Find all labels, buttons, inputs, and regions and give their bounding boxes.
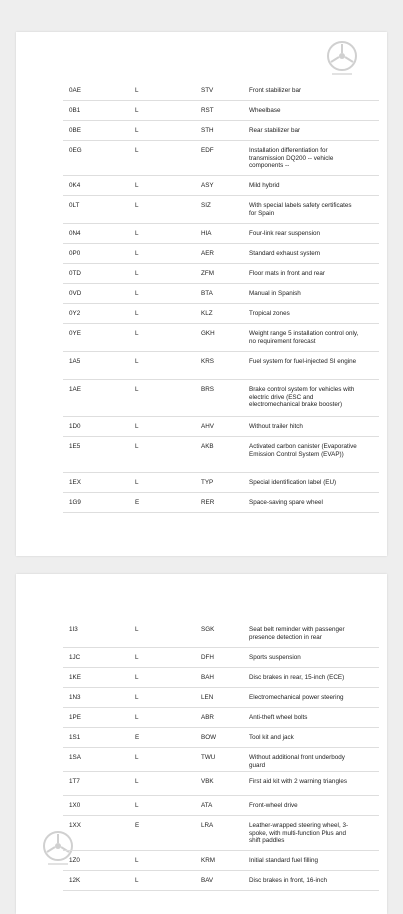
- options-table-1: [63, 81, 379, 513]
- option-abbr: EDF: [201, 147, 214, 154]
- option-description: Fuel system for fuel-injected SI engine: [249, 358, 357, 365]
- option-abbr: AHV: [201, 423, 214, 430]
- option-type: L: [135, 310, 139, 317]
- table-row: [63, 141, 379, 176]
- option-abbr: SIZ: [201, 202, 211, 209]
- option-abbr: VBK: [201, 778, 214, 785]
- option-code: 1X0: [69, 802, 81, 809]
- option-code: 0VD: [69, 290, 82, 297]
- option-code: 1AE: [69, 386, 81, 393]
- option-abbr: AER: [201, 250, 214, 257]
- table-row: [63, 728, 379, 748]
- table-row: [63, 748, 379, 772]
- table-row: [63, 121, 379, 141]
- option-code: 1I3: [69, 626, 78, 633]
- option-description: Without trailer hitch: [249, 423, 303, 430]
- table-row: [63, 81, 379, 101]
- option-type: E: [135, 499, 140, 506]
- option-code: 0B1: [69, 107, 81, 114]
- option-description: Initial standard fuel filling: [249, 857, 318, 864]
- option-type: L: [135, 626, 139, 633]
- option-abbr: BAH: [201, 674, 214, 681]
- option-code: 0Y2: [69, 310, 81, 317]
- option-abbr: DFH: [201, 654, 214, 661]
- option-description: Activated carbon canister (Evaporative Emission Control System (EVAP)): [249, 443, 357, 458]
- option-type: L: [135, 802, 139, 809]
- option-type: L: [135, 423, 139, 430]
- option-description: Disc brakes in rear, 15-inch (ECE): [249, 674, 345, 681]
- option-description: Tool kit and jack: [249, 734, 294, 741]
- option-type: L: [135, 443, 139, 450]
- table-row: [63, 648, 379, 668]
- option-type: L: [135, 202, 139, 209]
- option-type: L: [135, 250, 139, 257]
- option-description: Installation differentiation for transmission DQ200 -- vehicle components --: [249, 147, 334, 170]
- document-page-1: [16, 32, 387, 556]
- option-abbr: STH: [201, 127, 214, 134]
- option-description: Special identification label (EU): [249, 479, 337, 486]
- table-row: [63, 437, 379, 473]
- option-abbr: ATA: [201, 802, 213, 809]
- option-type: L: [135, 358, 139, 365]
- option-abbr: KRS: [201, 358, 214, 365]
- option-description: Tropical zones: [249, 310, 290, 317]
- table-row: [63, 871, 379, 891]
- document-page-2: [16, 574, 387, 914]
- option-description: Anti-theft wheel bolts: [249, 714, 308, 721]
- table-row: [63, 101, 379, 121]
- option-description: Rear stabilizer bar: [249, 127, 301, 134]
- option-type: L: [135, 127, 139, 134]
- table-row: [63, 196, 379, 224]
- option-description: First aid kit with 2 warning triangles: [249, 778, 347, 785]
- option-type: L: [135, 694, 139, 701]
- option-description: Manual in Spanish: [249, 290, 301, 297]
- option-description: Sports suspension: [249, 654, 301, 661]
- option-type: L: [135, 479, 139, 486]
- option-description: Floor mats in front and rear: [249, 270, 325, 277]
- option-type: E: [135, 822, 140, 829]
- option-code: 0TD: [69, 270, 81, 277]
- table-row: [63, 304, 379, 324]
- option-description: Without additional front underbody guard: [249, 754, 345, 769]
- table-row: [63, 284, 379, 304]
- option-description: Front-wheel drive: [249, 802, 298, 809]
- option-type: E: [135, 734, 140, 741]
- option-type: L: [135, 857, 139, 864]
- option-description: Mild hybrid: [249, 182, 280, 189]
- table-row: [63, 620, 379, 648]
- option-description: Weight range 5 installation control only, no requirement forecast: [249, 330, 359, 345]
- option-code: 1JC: [69, 654, 81, 661]
- option-code: 0AE: [69, 87, 81, 94]
- option-code: 1EX: [69, 479, 81, 486]
- option-code: 0N4: [69, 230, 81, 237]
- option-abbr: ABR: [201, 714, 214, 721]
- option-type: L: [135, 754, 139, 761]
- option-abbr: BRS: [201, 386, 214, 393]
- option-type: L: [135, 107, 139, 114]
- option-code: 0EG: [69, 147, 82, 154]
- table-row: [63, 688, 379, 708]
- option-description: Four-link rear suspension: [249, 230, 321, 237]
- table-row: [63, 473, 379, 493]
- option-code: 0LT: [69, 202, 80, 209]
- option-code: 1SA: [69, 754, 81, 761]
- option-type: L: [135, 182, 139, 189]
- option-type: L: [135, 877, 139, 884]
- option-abbr: RER: [201, 499, 215, 506]
- option-code: 0K4: [69, 182, 81, 189]
- option-abbr: ASY: [201, 182, 214, 189]
- option-code: 1KE: [69, 674, 81, 681]
- option-code: 1G9: [69, 499, 81, 506]
- option-description: Standard exhaust system: [249, 250, 321, 257]
- options-table-2: [63, 620, 379, 891]
- option-code: 0P0: [69, 250, 81, 257]
- option-abbr: ZFM: [201, 270, 214, 277]
- option-code: 12K: [69, 877, 81, 884]
- table-row: [63, 493, 379, 513]
- option-description: Electromechanical power steering: [249, 694, 344, 701]
- option-code: 0BE: [69, 127, 81, 134]
- option-code: 1A5: [69, 358, 81, 365]
- option-type: L: [135, 386, 139, 393]
- option-code: 1T7: [69, 778, 80, 785]
- table-row: [63, 796, 379, 816]
- option-description: Seat belt reminder with passenger presence detection in rear: [249, 626, 345, 641]
- option-abbr: KLZ: [201, 310, 213, 317]
- option-code: 1Z0: [69, 857, 80, 864]
- table-row: [63, 851, 379, 871]
- table-row: [63, 668, 379, 688]
- table-row: [63, 772, 379, 796]
- option-description: Front stabilizer bar: [249, 87, 302, 94]
- option-code: 0YE: [69, 330, 81, 337]
- option-type: L: [135, 674, 139, 681]
- table-row: [63, 352, 379, 380]
- option-type: L: [135, 230, 139, 237]
- option-abbr: SGK: [201, 626, 215, 633]
- table-row: [63, 264, 379, 284]
- option-code: 1XX: [69, 822, 81, 829]
- option-code: 1PE: [69, 714, 81, 721]
- option-type: L: [135, 87, 139, 94]
- option-description: Wheelbase: [249, 107, 281, 114]
- option-abbr: TYP: [201, 479, 214, 486]
- option-abbr: LEN: [201, 694, 214, 701]
- option-type: L: [135, 290, 139, 297]
- option-code: 1N3: [69, 694, 81, 701]
- option-abbr: AKB: [201, 443, 214, 450]
- table-row: [63, 708, 379, 728]
- option-code: 1D0: [69, 423, 81, 430]
- option-type: L: [135, 147, 139, 154]
- option-type: L: [135, 714, 139, 721]
- table-row: [63, 244, 379, 264]
- option-type: L: [135, 654, 139, 661]
- table-row: [63, 816, 379, 851]
- option-type: L: [135, 330, 139, 337]
- option-abbr: LRA: [201, 822, 214, 829]
- table-row: [63, 176, 379, 196]
- option-abbr: GKH: [201, 330, 215, 337]
- table-row: [63, 224, 379, 244]
- watermark-logo-icon: [318, 36, 366, 80]
- table-row: [63, 417, 379, 437]
- option-code: 1E5: [69, 443, 81, 450]
- option-abbr: BAV: [201, 877, 214, 884]
- option-description: Space-saving spare wheel: [249, 499, 323, 506]
- option-abbr: KRM: [201, 857, 215, 864]
- option-abbr: BTA: [201, 290, 213, 297]
- option-abbr: TWU: [201, 754, 216, 761]
- table-row: [63, 324, 379, 352]
- option-description: Leather-wrapped steering wheel, 3-spoke, with multi-function Plus and shift paddles: [249, 822, 349, 845]
- option-type: L: [135, 778, 139, 785]
- option-abbr: HIA: [201, 230, 212, 237]
- option-abbr: RST: [201, 107, 214, 114]
- option-type: L: [135, 270, 139, 277]
- option-abbr: BOW: [201, 734, 217, 741]
- option-description: With special labels safety certificates for Spain: [249, 202, 352, 217]
- option-abbr: STV: [201, 87, 214, 94]
- option-description: Brake control system for vehicles with electric drive (ESC and electromechanical brake booster): [249, 386, 355, 409]
- table-row: [63, 380, 379, 417]
- option-code: 1S1: [69, 734, 81, 741]
- option-description: Disc brakes in front, 16-inch: [249, 877, 328, 884]
